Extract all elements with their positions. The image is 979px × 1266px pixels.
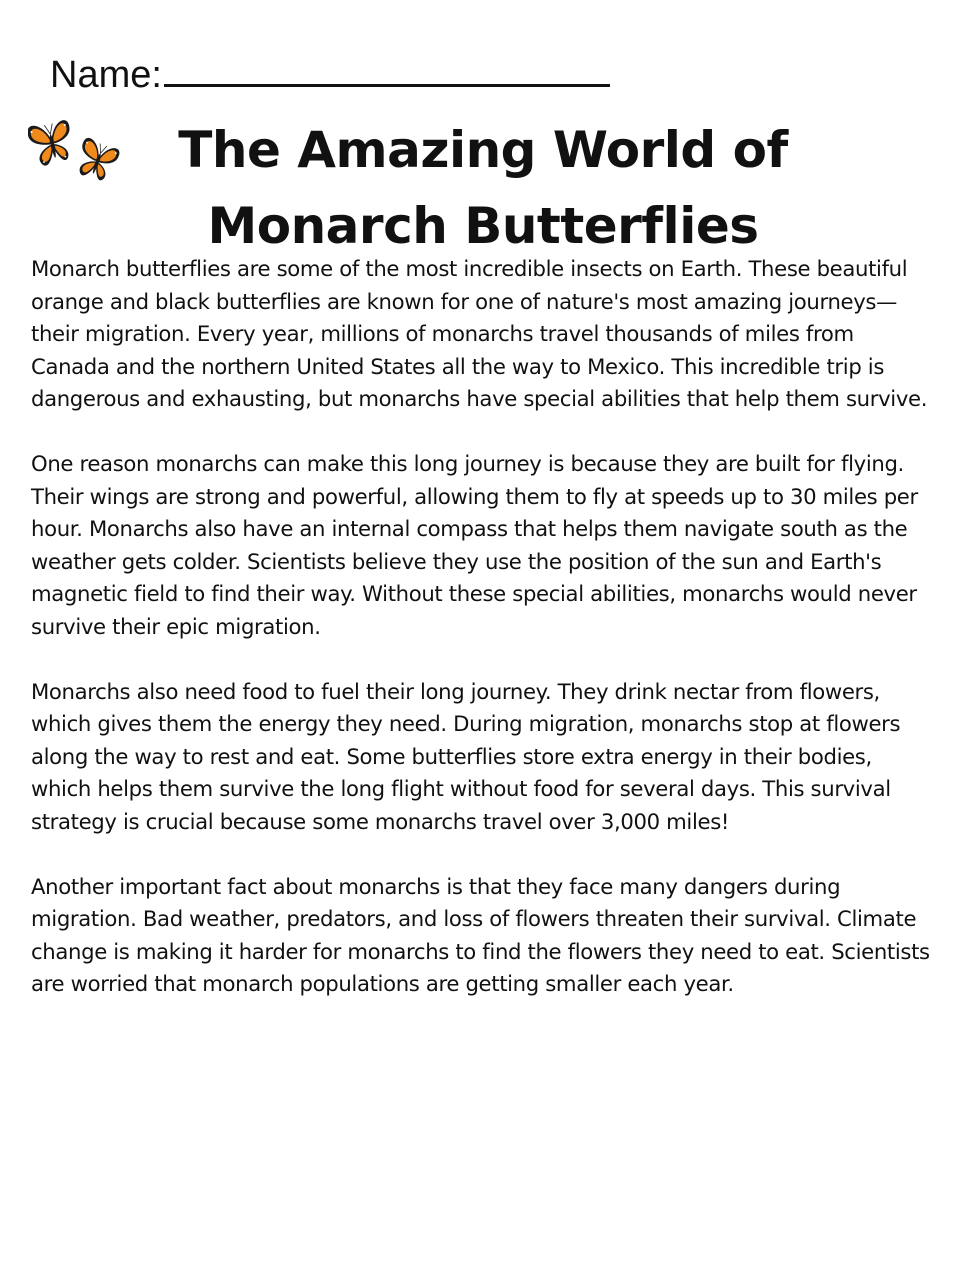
butterfly-left xyxy=(28,118,76,168)
title-line-1: The Amazing World of xyxy=(178,121,788,179)
name-blank-line[interactable] xyxy=(164,54,610,87)
name-label: Name: xyxy=(50,54,162,96)
paragraph-1: Monarch butterflies are some of the most incredible insects on Earth. These beautiful orange and black butterflies are known for one of nature's most amazing journeys—their migration. Every year, millions of monarchs travel thousands of miles from Canada and the northern United States all the way to Mexico. This incredible trip is dangerous and exhausting, but monarchs have special abilities that help them survive. xyxy=(31,256,928,411)
reading-passage xyxy=(31,253,931,1033)
title-line-2: Monarch Butterflies xyxy=(207,197,759,255)
name-field[interactable] xyxy=(50,52,610,98)
monarch-butterflies-icon xyxy=(28,112,122,188)
paragraph-4: Another important fact about monarchs is that they face many dangers during migration. Bad weather, predators, and loss of flowers threaten their survival. Climate change is making it harder for monarchs to find the flowers they need to eat. Scientists are worried that monarch populations are getting smaller each year. xyxy=(31,873,930,996)
paragraph-2: One reason monarchs can make this long journey is because they are built for flying. Their wings are strong and powerful, allowing them to fly at speeds up to 30 miles per hour. Monarchs also have an internal compass that helps them navigate south as the weather gets colder. Scientists believe they use the position of the sun and Earth's magnetic field to find their way. Without these special abilities, monarchs would never survive their epic migration. xyxy=(31,451,918,639)
page-title xyxy=(120,112,846,264)
paragraph-3: Monarchs also need food to fuel their long journey. They drink nectar from flowers, which gives them the energy they need. During migration, monarchs stop at flowers along the way to rest and eat. Some butterflies store extra energy in their bodies, which helps them survive the long flight without food for several days. This survival strategy is crucial because some monarchs travel over 3,000 miles! xyxy=(31,678,901,834)
butterfly-right xyxy=(73,136,122,184)
